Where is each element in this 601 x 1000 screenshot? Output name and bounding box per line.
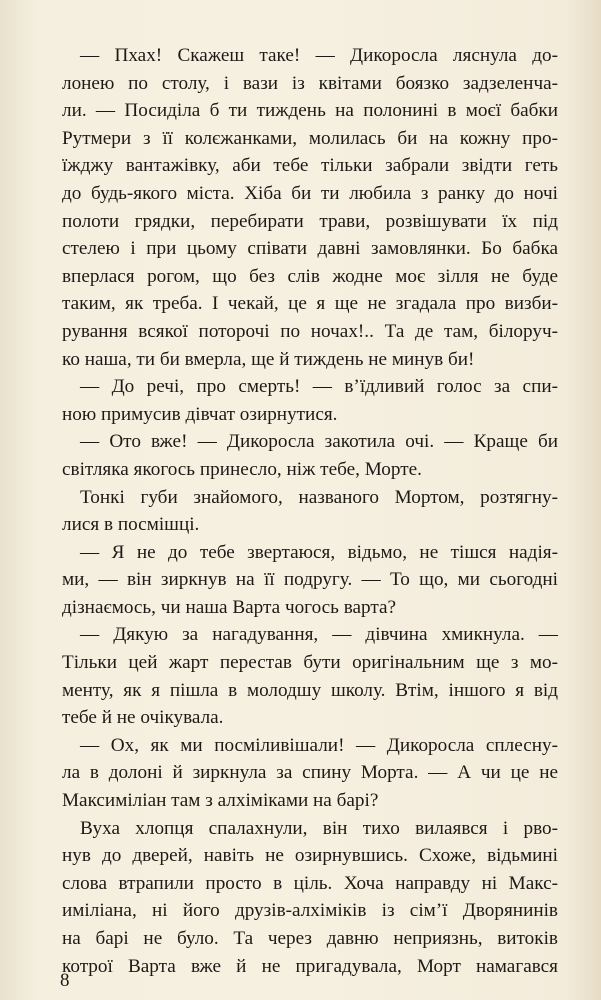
text-line: рування всякої поторочі по ночах!.. Та де там, білоруч- bbox=[62, 320, 558, 342]
text-line: котрої Варта вже й не пригадувала, Морт намагався bbox=[62, 955, 558, 977]
text-line: на барі не було. Та через давню неприязнь, витоків bbox=[62, 928, 558, 949]
text-line: таким, як треба. І чекай, це я ще не згадала про визби- bbox=[62, 293, 558, 315]
text-line: лонею по столу, і вази із квітами боязко задзеленча- bbox=[62, 72, 558, 94]
text-line: їжджу вантажівку, аби тебе тільки забрали звідти геть bbox=[62, 155, 558, 177]
text-line: иміліана, ні його друзів-алхіміків із сім’ї Дворянинів bbox=[62, 900, 558, 922]
text-line: ною примусив дівчат озирнутися. bbox=[62, 403, 338, 425]
text-line: ми, — він зиркнув на її подругу. — То що, ми сьогодні bbox=[62, 569, 558, 591]
text-line: Тільки цей жарт перестав бути оригінальним ще з мо- bbox=[62, 652, 558, 674]
text-line: лися в посмішці. bbox=[62, 514, 200, 536]
text-line: дізнаємось, чи наша Варта чогось варта? bbox=[62, 596, 397, 618]
text-line: полоти грядки, перебирати трави, розвішувати їх під bbox=[62, 210, 558, 232]
text-line: менту, як я пішла в молодшу школу. Втім, іншого я від bbox=[62, 679, 558, 701]
text-line: ко наша, ти би вмерла, ще й тиждень не минув би! bbox=[62, 348, 475, 370]
text-line: нув до дверей, навіть не озирнувшись. Схоже, відьмині bbox=[62, 845, 558, 867]
text-line: — Пхах! Скажеш таке! — Дикоросла ляснула до- bbox=[80, 45, 558, 66]
text-line: — Я не до тебе звертаюся, відьмо, не тішся надія- bbox=[80, 541, 558, 563]
text-line: слова втрапили просто в ціль. Хоча направду ні Макс- bbox=[62, 872, 558, 894]
text-line: Тонкі губи знайомого, названого Мортом, розтягну- bbox=[80, 486, 558, 508]
text-line: тебе й не очікувала. bbox=[62, 707, 224, 729]
text-line: ли. — Посиділа б ти тиждень на полонині в моєї бабки bbox=[62, 100, 558, 122]
text-line: вперлася рогом, що без слів жодне моє зілля не буде bbox=[62, 265, 558, 287]
text-line: Максиміліан там з алхіміками на барі? bbox=[62, 790, 379, 812]
text-line: — Ох, як ми посміливішали! — Дикоросла сплесну- bbox=[80, 734, 558, 756]
text-line: Рутмери з її колєжанками, молилась би на кожну про- bbox=[62, 127, 558, 149]
text-line: стелею і при цьому співати давні замовлянки. Бо бабка bbox=[62, 238, 558, 260]
text-line: до будь-якого міста. Хіба би ти любила з ранку до ночі bbox=[62, 182, 558, 204]
body-text bbox=[62, 42, 558, 980]
text-line: ла в долоні й зиркнула за спину Морта. — А чи це не bbox=[62, 762, 558, 784]
page-number: 8 bbox=[60, 970, 70, 991]
text-line: Вуха хлопця спалахнули, він тихо вилаявся і рво- bbox=[80, 817, 558, 839]
text-line: світляка якогось принесло, ніж тебе, Морте. bbox=[62, 458, 422, 480]
text-line: — До речі, про смерть! — в’їдливий голос за спи- bbox=[80, 376, 558, 398]
text-line: — Ото вже! — Дикоросла закотила очі. — Краще би bbox=[80, 431, 558, 453]
text-line: — Дякую за нагадування, — дівчина хмикнула. — bbox=[80, 624, 558, 646]
